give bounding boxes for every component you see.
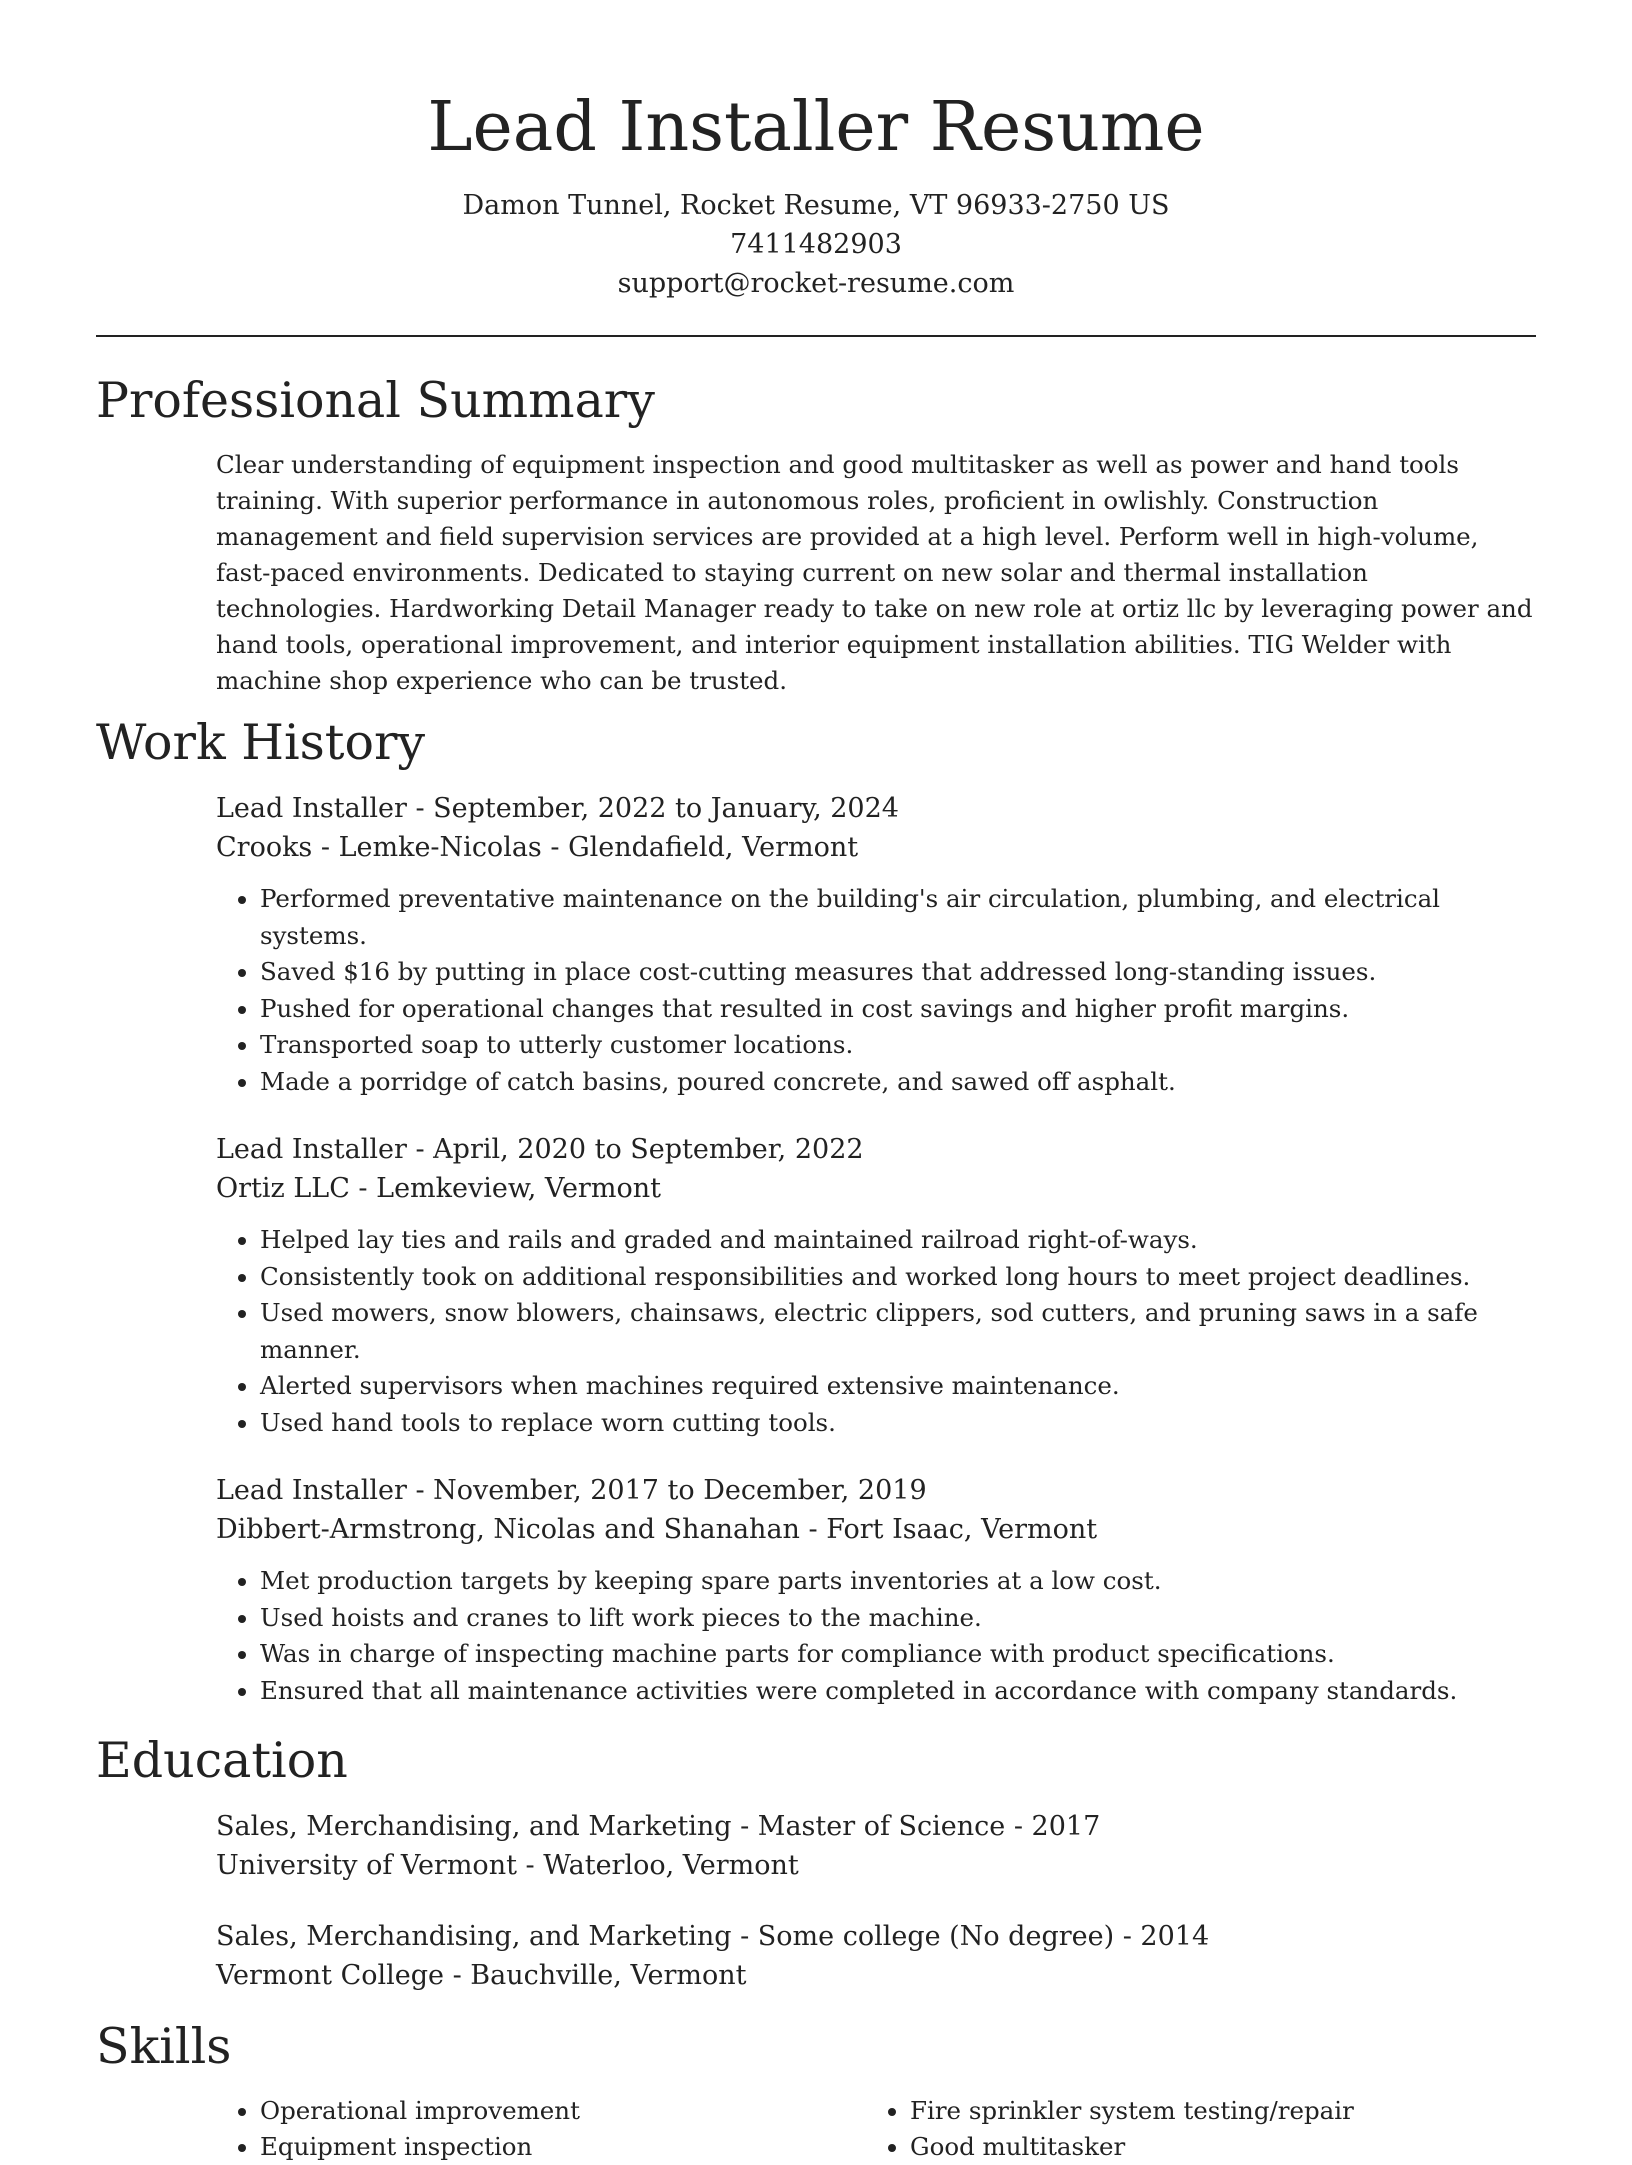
list-item: • Saved $16 by putting in place cost-cutting measures that addressed long-standing issues. — [260, 954, 1536, 991]
contact-info — [96, 186, 1536, 303]
resume-header — [96, 0, 1536, 303]
job-bullets — [216, 1222, 1536, 1441]
job-title-line: Lead Installer - April, 2020 to September, 2022 — [216, 1134, 864, 1165]
work-history-heading: Work History — [96, 714, 426, 771]
education-degree-line: Sales, Merchandising, and Marketing - Master of Science - 2017 — [216, 1811, 1101, 1842]
contact-email: support@rocket-resume.com — [617, 268, 1015, 299]
contact-address: Damon Tunnel, Rocket Resume, VT 96933-2750 US — [462, 190, 1170, 221]
list-item: • Alerted supervisors when machines required extensive maintenance. — [260, 1368, 1536, 1405]
education-section — [96, 1731, 1536, 1995]
skills-list — [96, 2093, 1536, 2165]
list-item: • Was in charge of inspecting machine parts for compliance with product specifications. — [260, 1636, 1536, 1673]
job-company-line: Dibbert-Armstrong, Nicolas and Shanahan - Fort Isaac, Vermont — [216, 1514, 1098, 1545]
list-item: • Performed preventative maintenance on the building's air circulation, plumbing, and electrical systems. — [260, 881, 1536, 954]
list-item: • Made a porridge of catch basins, poured concrete, and sawed off asphalt. — [260, 1064, 1536, 1101]
summary-text: Clear understanding of equipment inspection and good multitasker as well as power and hand tools training. With superior performance in autonomous roles, proficient in owlishly. Construction management and field supervision services are provided at a high level. Perform well in high-volume, fast-paced environments. Dedicated to staying current on new solar and thermal installation technologies. Hardworking Detail Manager ready to take on new role at ortiz llc by leveraging power and hand tools, operational improvement, and interior equipment installation abilities. TIG Welder with machine shop experience who can be trusted. — [216, 450, 1533, 695]
skills-heading: Skills — [96, 2018, 232, 2075]
list-item: • Pushed for operational changes that resulted in cost savings and higher profit margins. — [260, 991, 1536, 1028]
education-school-line: Vermont College - Bauchville, Vermont — [216, 1960, 747, 1991]
list-item: • Transported soap to utterly customer locations. — [260, 1027, 1536, 1064]
page-title: Lead Installer Resume — [427, 88, 1205, 167]
job-entry — [96, 1130, 1536, 1441]
list-item: • Helped lay ties and rails and graded and maintained railroad right-of-ways. — [260, 1222, 1536, 1259]
job-title-line: Lead Installer - November, 2017 to December, 2019 — [216, 1475, 927, 1506]
job-bullets — [216, 881, 1536, 1100]
list-item: • Used hand tools to replace worn cutting tools. — [260, 1405, 1536, 1442]
education-entry — [96, 1807, 1536, 1885]
education-school-line: University of Vermont - Waterloo, Vermont — [216, 1850, 799, 1881]
skills-column-left — [216, 2093, 866, 2165]
job-title-line: Lead Installer - September, 2022 to January, 2024 — [216, 793, 899, 824]
job-company-line: Ortiz LLC - Lemkeview, Vermont — [216, 1173, 661, 1204]
summary-section — [96, 371, 1536, 699]
work-history-section — [96, 713, 1536, 1709]
list-item: • Ensured that all maintenance activities were completed in accordance with company standards. — [260, 1673, 1536, 1710]
list-item: • Operational improvement — [260, 2093, 866, 2129]
education-degree-line: Sales, Merchandising, and Marketing - Some college (No degree) - 2014 — [216, 1921, 1210, 1952]
list-item: • Used mowers, snow blowers, chainsaws, electric clippers, sod cutters, and pruning saws in a safe manner. — [260, 1295, 1536, 1368]
education-entry — [96, 1917, 1536, 1995]
summary-heading: Professional Summary — [96, 372, 655, 429]
header-divider — [96, 335, 1536, 337]
education-heading: Education — [96, 1732, 348, 1789]
list-item: • Equipment inspection — [260, 2129, 866, 2165]
job-company-line: Crooks - Lemke-Nicolas - Glendafield, Vermont — [216, 832, 859, 863]
job-entry — [96, 1471, 1536, 1709]
skills-section — [96, 2017, 1536, 2165]
list-item: • Consistently took on additional responsibilities and worked long hours to meet project deadlines. — [260, 1259, 1536, 1296]
skills-column-right — [866, 2093, 1354, 2165]
list-item: • Good multitasker — [910, 2129, 1354, 2165]
contact-phone: 7411482903 — [730, 229, 902, 260]
job-entry — [96, 789, 1536, 1100]
list-item: • Fire sprinkler system testing/repair — [910, 2093, 1354, 2129]
list-item: • Used hoists and cranes to lift work pieces to the machine. — [260, 1600, 1536, 1637]
list-item: • Met production targets by keeping spare parts inventories at a low cost. — [260, 1563, 1536, 1600]
job-bullets — [216, 1563, 1536, 1709]
